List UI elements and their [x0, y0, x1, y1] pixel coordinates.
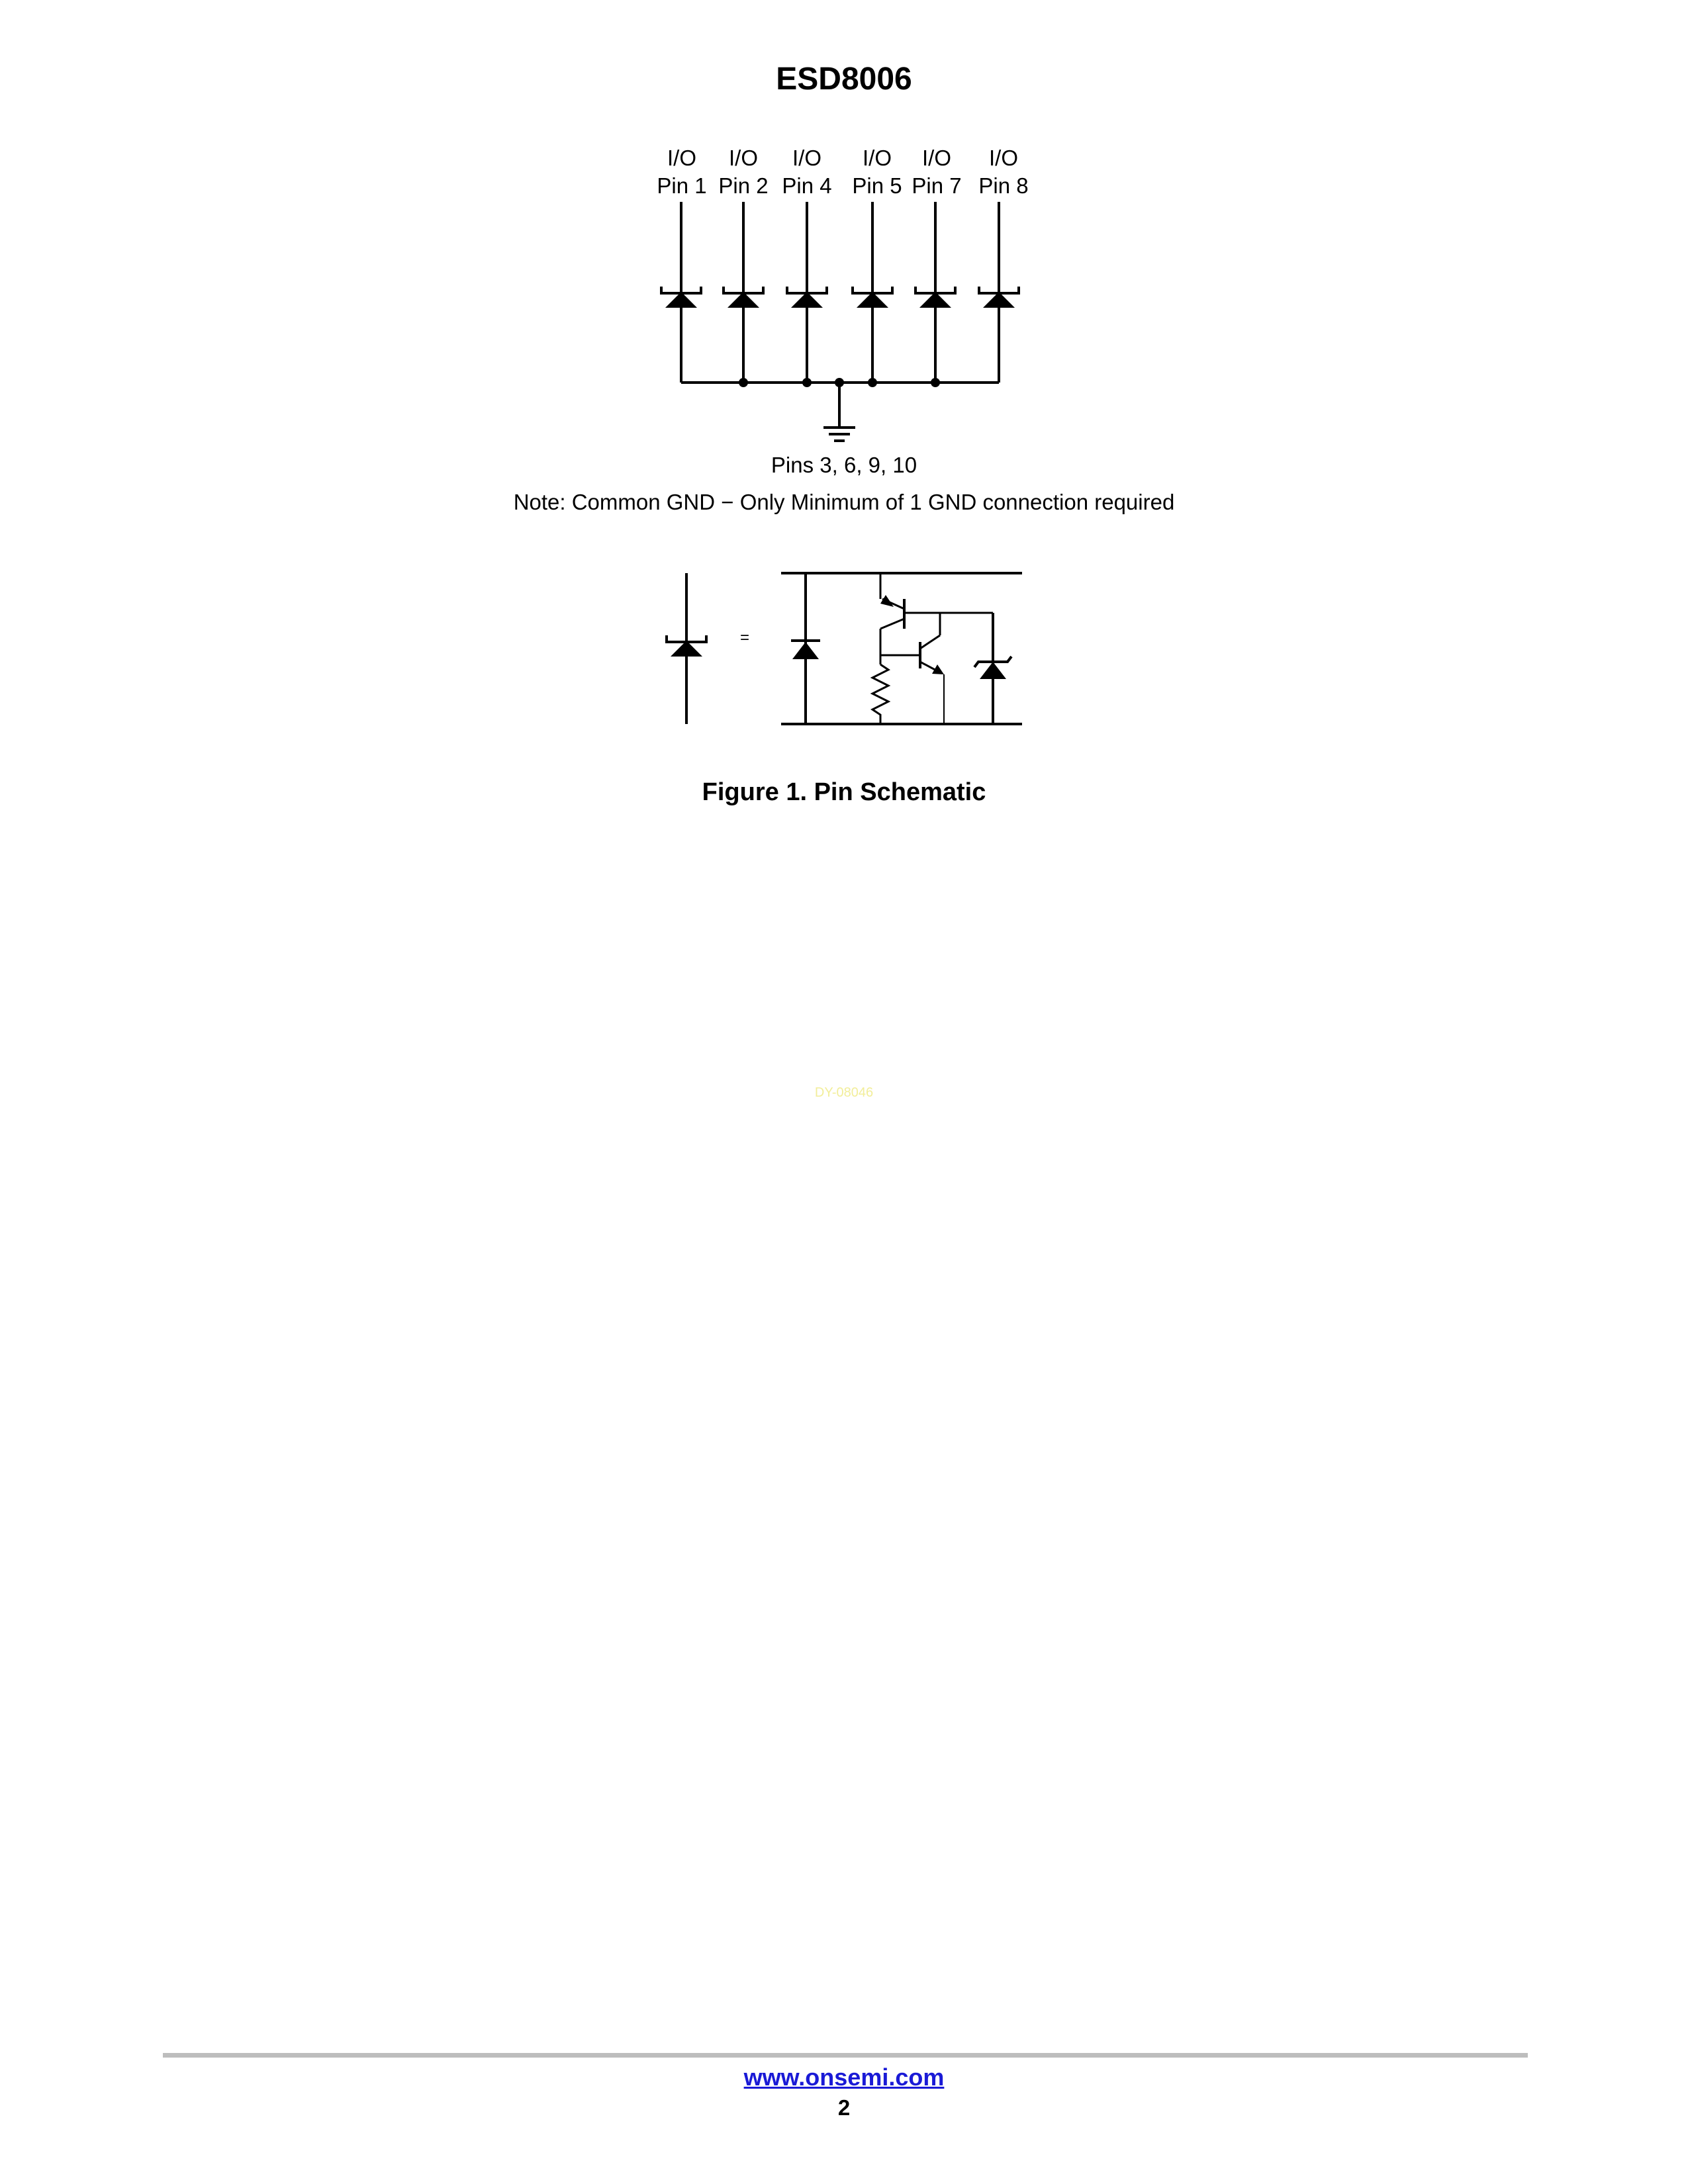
pin-label-line1: I/O [667, 146, 696, 170]
pin-label-line2: Pin 2 [718, 173, 769, 198]
footer-divider [163, 2053, 1528, 2058]
pin-label-line1: I/O [792, 146, 821, 170]
page-number: 2 [837, 2095, 851, 2120]
pin-label-line1: I/O [728, 146, 758, 170]
pin-label-line1: I/O [988, 146, 1018, 170]
figure-caption: Figure 1. Pin Schematic [702, 778, 986, 806]
tvs-symbol [667, 573, 706, 724]
pin-label-line2: Pin 1 [657, 173, 707, 198]
watermark: DY-08046 [814, 1085, 874, 1100]
document-title: ESD8006 [776, 62, 912, 97]
ground-note: Note: Common GND − Only Minimum of 1 GND connection required [513, 490, 1175, 514]
pin-label-line2: Pin 7 [912, 173, 962, 198]
pin-label-line1: I/O [921, 146, 951, 170]
pin-label-line2: Pin 8 [978, 173, 1029, 198]
pin-label-line1: I/O [862, 146, 892, 170]
website-link[interactable]: www.onsemi.com [743, 2064, 945, 2091]
pin-label-line2: Pin 5 [852, 173, 902, 198]
equivalent-circuit [781, 573, 1022, 724]
ground-pins-label: Pins 3, 6, 9, 10 [771, 453, 917, 477]
equals-sign: = [740, 629, 750, 647]
pin-schematic-diagram [0, 0, 1688, 860]
pin-label-line2: Pin 4 [782, 173, 832, 198]
